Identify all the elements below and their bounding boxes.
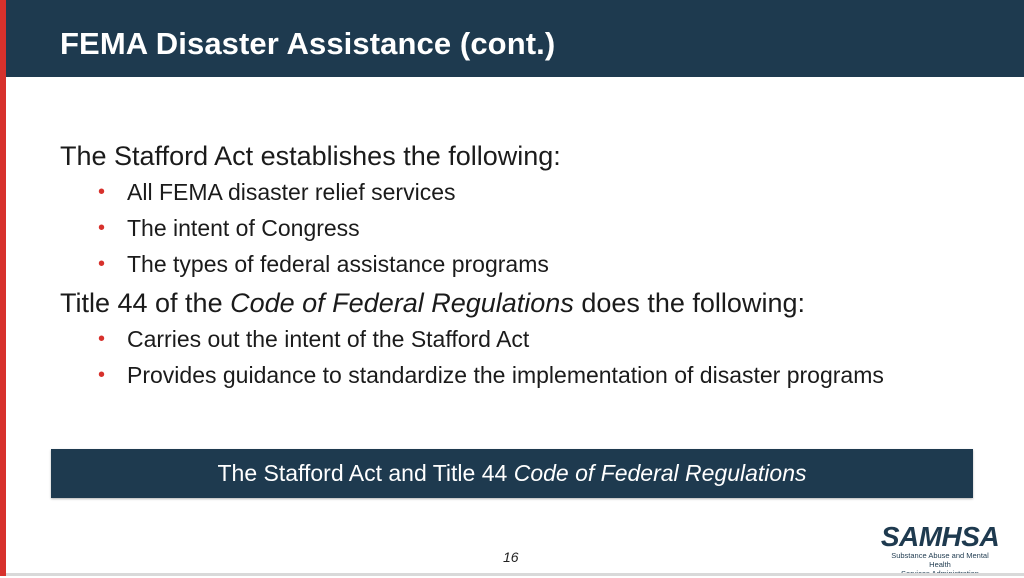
bullet-text: Provides guidance to standardize the implementation of disaster programs	[127, 362, 884, 388]
left-accent-bar	[0, 0, 6, 576]
slide-title: FEMA Disaster Assistance (cont.)	[60, 26, 556, 61]
list-item	[60, 360, 980, 391]
bullet-dot: •	[98, 181, 106, 203]
bullet-dot: •	[98, 253, 106, 275]
bullet-dot: •	[98, 364, 106, 386]
bullet-text: Carries out the intent of the Stafford Act	[127, 326, 530, 352]
cfr-title: Code of Federal Regulations	[230, 288, 574, 318]
title-bar	[6, 0, 1024, 77]
page-number: 16	[503, 549, 519, 565]
section2-heading	[60, 287, 980, 320]
section1-bullet-list	[60, 177, 980, 280]
bullet-text: The intent of Congress	[127, 215, 360, 241]
list-item	[60, 213, 980, 244]
logo-subtitle-line1: Substance Abuse and Mental Health	[891, 551, 989, 569]
heading-text: does the following:	[573, 288, 805, 318]
section2-bullet-list	[60, 324, 980, 391]
summary-banner	[51, 449, 973, 498]
section1-heading: The Stafford Act establishes the following:	[60, 141, 561, 171]
bullet-text: All FEMA disaster relief services	[127, 179, 456, 205]
list-item	[60, 324, 980, 355]
bullet-dot: •	[98, 217, 106, 239]
logo-wordmark: SAMHSA	[880, 521, 1000, 552]
slide-body	[60, 140, 980, 396]
list-item	[60, 177, 980, 208]
bullet-text: The types of federal assistance programs	[127, 251, 549, 277]
bullet-dot: •	[98, 328, 106, 350]
list-item	[60, 249, 980, 280]
heading-text: Title 44 of the	[60, 288, 231, 318]
banner-text	[217, 460, 806, 487]
banner-italic-text: Code of Federal Regulations	[513, 460, 807, 486]
banner-plain-text: The Stafford Act and Title 44	[217, 460, 514, 486]
samhsa-logo	[880, 523, 1000, 578]
